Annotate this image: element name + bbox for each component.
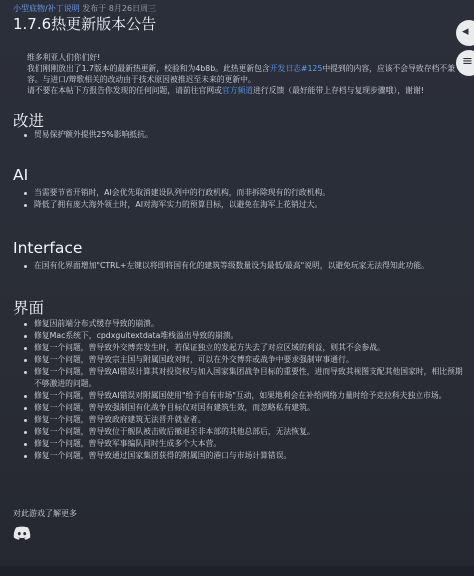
list-item: 修复一个问题，曾导致政府建筑无法晋升就业者。	[24, 414, 464, 426]
learn-more-link[interactable]: 对此游戏了解更多	[13, 509, 77, 518]
improvements-list	[24, 129, 464, 141]
section-heading-improvements: 改进	[13, 112, 45, 130]
discord-icon[interactable]	[13, 525, 31, 544]
list-item: 贸易保护额外提供25%影响抵抗。	[24, 129, 464, 141]
ui-list	[24, 318, 464, 462]
list-item: 修复一个问题，曾导致AI错误计算其对投资权与加入国家集团战争目标的重要性，进而导致其视图支配其他国家时，相比预期不够激进的问题。	[24, 366, 464, 390]
share-button[interactable]	[456, 20, 474, 46]
official-channel-link[interactable]: 官方频道	[221, 86, 254, 95]
list-item: 修复一个问题，曾导致强制国有化战争目标仅对国有建筑生效，而忽略私有建筑。	[24, 402, 464, 414]
share-icon: ◂	[462, 24, 469, 39]
intro-para-2	[27, 85, 457, 96]
list-item: 修复一个问题，曾导致宗主国与附属国政对时，可以在外交博弈或战争中要求强制审事通行。	[24, 354, 464, 366]
intro-para-1	[27, 63, 457, 85]
list-item: 修复一个问题，曾导致位于舰队被击败后撤退至非本部的其他总部后，无法恢复。	[24, 426, 464, 438]
interface-list	[24, 260, 464, 272]
list-item: 修复一个问题，曾导致外交博弈发生时，若保证独立的发起方失去了对应区域的利益，则其不会参战。	[24, 342, 464, 354]
list-item: 修复因前端分布式缓存导致的崩溃。	[24, 318, 464, 330]
list-item: 修复一个问题，曾导致AI错误对附属国使用"给予自有市场"互动，如果地利会在补给网络力量时给予克拉科夫独立市场。	[24, 390, 464, 402]
intro-text-b: 中提到的内容，应该不会导致存档不兼容。与进口/辩歌相关的改动由于技术原因被推迟至未来的更新中。	[27, 64, 455, 84]
list-item: 修复一个问题，曾导致军事编队同时生成多个大本营。	[24, 438, 464, 450]
section-heading-ai: AI	[13, 166, 29, 184]
author-link[interactable]: 小型底物/补丁说明	[13, 4, 80, 13]
devlog-link[interactable]: 开发日志#125	[269, 64, 323, 73]
intro-text-c: 请不要在本帖下方报告你发现的任何问题，请前往官网或	[27, 86, 222, 95]
intro-text-a: 我们刚刚放出了1.7版本的最新热更新，校验和为4b8b。此热更新包含	[27, 64, 270, 73]
list-item: 在国有化界面增加"CTRL+左键以将即将国有化的建筑等级数量设为最低/最高"说明，以避免玩家无法得知此功能。	[24, 260, 464, 272]
list-item: 修复一个问题，曾导致通过国家集团获得的附属国的港口与市场计算错误。	[24, 450, 464, 462]
list-item: 降低了拥有庞大海外领土时，AI对海军实力的预算目标，以避免在海军上花销过大。	[24, 199, 464, 211]
list-item: 修复Mac系统下，cpdxguitextdata堆栈溢出导致的崩溃。	[24, 330, 464, 342]
bottom-bar	[0, 566, 474, 576]
intro-text-d: 进行反馈（最好能带上存档与复现步骤哦），谢谢!	[253, 86, 424, 95]
section-heading-interface: Interface	[13, 239, 83, 257]
menu-icon: ≡	[462, 54, 473, 69]
menu-button[interactable]	[456, 50, 474, 76]
section-heading-ui: 界面	[13, 299, 45, 317]
ai-list	[24, 187, 464, 211]
post-date: 8月26日周三	[108, 4, 157, 13]
intro-text	[27, 52, 457, 96]
page-title: 1.7.6热更新版本公告	[13, 15, 157, 33]
list-item: 当需要节省开销时，AI会优先取消建设队列中的行政机构，而非拆除现有的行政机构。	[24, 187, 464, 199]
intro-greeting: 维多利亚人们你们好!	[27, 53, 101, 62]
posted-label: 发布于	[82, 4, 107, 13]
